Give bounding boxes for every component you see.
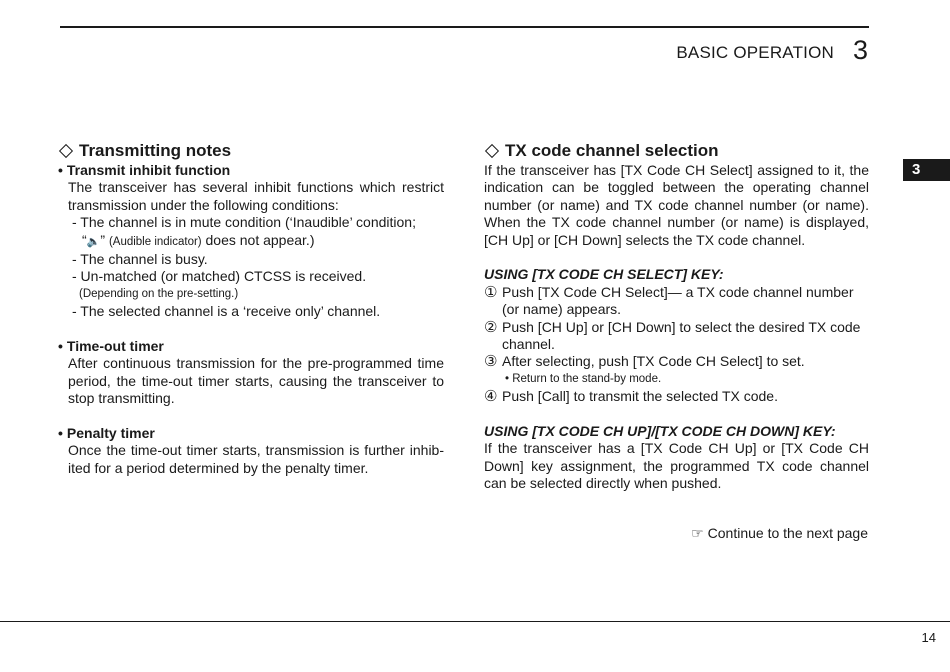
inhibit-condition-3: - Un-matched (or matched) CTCSS is received. <box>72 268 367 285</box>
step-number: ② <box>484 318 498 336</box>
step-number: ④ <box>484 388 498 406</box>
footer-rule <box>0 621 950 622</box>
penalty-subheading: • Penalty timer <box>58 425 155 442</box>
list-item: ③ After selecting, push [TX Code CH Select] to set. <box>484 353 805 371</box>
timeout-subheading: • Time-out timer <box>58 338 164 355</box>
diamond-icon <box>485 143 499 157</box>
timeout-body: After continuous transmission for the pre-programmed time period, the time-out timer starts, causing the transceiver to stop transmitting. <box>68 355 444 407</box>
inhibit-condition-4: - The selected channel is a ‘receive only’ channel. <box>72 303 381 320</box>
list-item: ① Push [TX Code CH Select]— a TX code channel number (or name) appears. <box>484 283 854 318</box>
inhibit-subheading: • Transmit inhibit function <box>58 162 231 178</box>
pointing-hand-icon: ☞ <box>691 525 704 541</box>
tx-code-intro: If the transceiver has [TX Code CH Select] assigned to it, the indication can be toggled between the operating channel number (or name) and TX code channel number (or name). When the TX code channel number (or name) is displayed, [CH Up] or [CH Down] selects the TX code channel. <box>484 162 869 248</box>
left-column <box>58 141 444 477</box>
select-key-heading: USING [TX CODE CH SELECT] KEY: <box>484 266 724 283</box>
transmitting-notes-heading: Transmitting notes <box>58 141 444 161</box>
diamond-icon <box>59 143 73 157</box>
chapter-number: 3 <box>852 35 868 65</box>
inhibit-condition-3-note: (Depending on the pre-setting.) <box>79 287 239 300</box>
updown-key-heading: USING [TX CODE CH UP]/[TX CODE CH DOWN] KEY: <box>484 423 836 440</box>
continue-note: ☞ Continue to the next page <box>691 525 868 541</box>
inhibit-condition-1-cont: “🔈” (Audible indicator) does not appear.) <box>82 231 315 248</box>
tx-code-heading: TX code channel selection <box>484 141 869 161</box>
speaker-icon: 🔈 <box>86 235 101 248</box>
header-rule <box>60 26 869 28</box>
chapter-side-tab: 3 <box>903 159 950 181</box>
inhibit-body: The transceiver has several inhibit functions which restrict transmission under the following conditions: <box>68 179 444 213</box>
step-number: ③ <box>484 353 498 371</box>
step-number: ① <box>484 283 498 301</box>
inhibit-condition-2: - The channel is busy. <box>72 251 208 268</box>
updown-body: If the transceiver has a [TX Code CH Up] or [TX Code CH Down] key assignment, the programmed TX code channel can be selected directly when pushed. <box>484 440 869 492</box>
section-title: BASIC OPERATION <box>676 43 834 62</box>
step-3-note: • Return to the stand-by mode. <box>505 372 662 385</box>
list-item: ④ Push [Call] to transmit the selected TX code. <box>484 388 778 406</box>
inhibit-condition-1: - The channel is in mute condition (‘Inaudible’ condition; <box>72 214 416 231</box>
page-number: 14 <box>921 630 936 645</box>
penalty-body: Once the time-out timer starts, transmission is further inhib-ited for a period determined by the penalty timer. <box>68 442 444 476</box>
right-column <box>484 141 869 493</box>
list-item: ② Push [CH Up] or [CH Down] to select the desired TX code channel. <box>484 318 861 353</box>
